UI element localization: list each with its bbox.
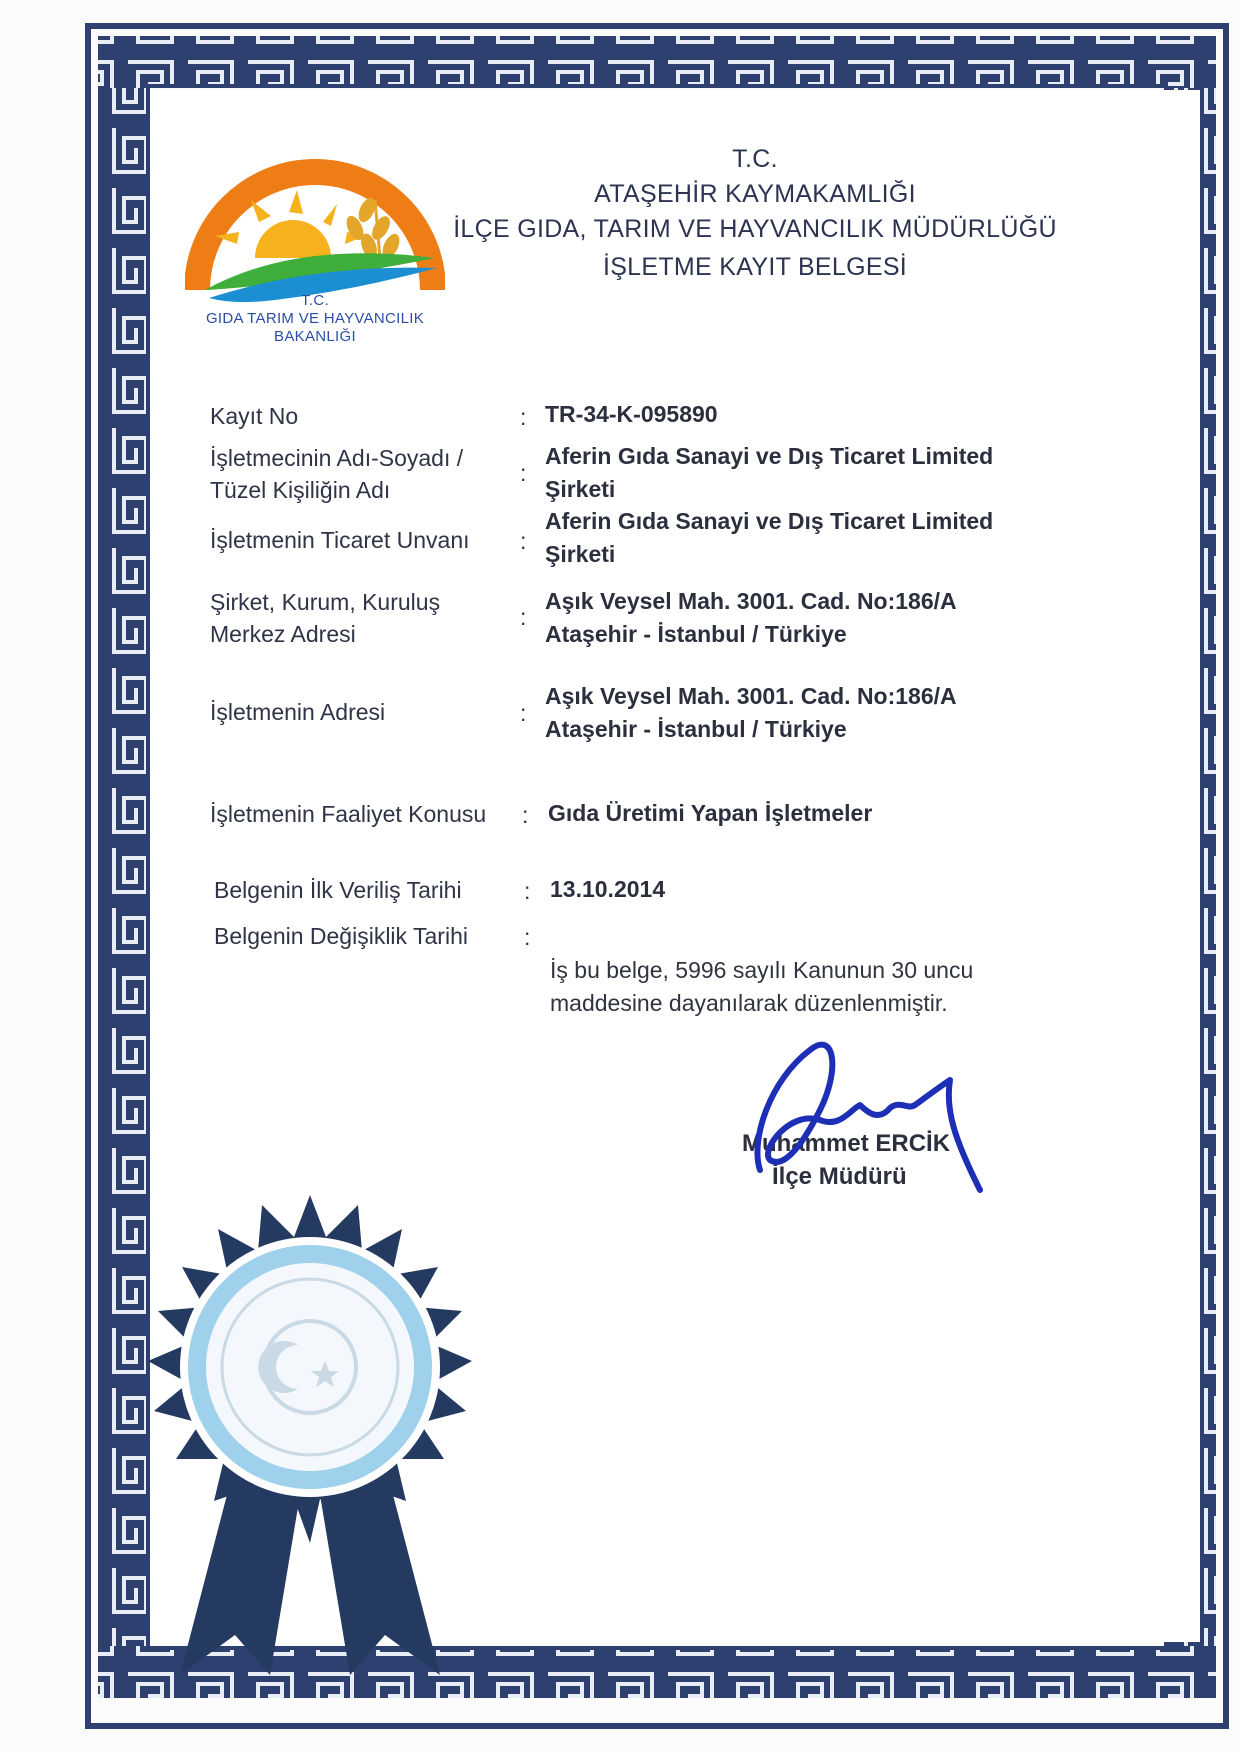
colon: : (520, 604, 527, 630)
isletmeci-value-2: Şirketi (545, 476, 616, 502)
logo-tc-text: T.C. (301, 292, 329, 309)
kayit-no-value: TR-34-K-095890 (545, 401, 718, 427)
merkez-adresi-label-2: Merkez Adresi (210, 621, 356, 647)
logo-ministry-text: GIDA TARIM VE HAYVANCILIK (205, 310, 425, 327)
header-kaymakamlik: ATAŞEHİR KAYMAKAMLIĞI (594, 180, 916, 208)
ticaret-unvani-value-2: Şirketi (545, 541, 616, 567)
degisiklik-label: Belgenin Değişiklik Tarihi (214, 923, 468, 949)
colon: : (520, 460, 527, 486)
isletme-adresi-value-1: Aşık Veysel Mah. 3001. Cad. No:186/A (545, 683, 957, 709)
official-seal-icon (120, 1195, 500, 1675)
header-mudurluk: İLÇE GIDA, TARIM VE HAYVANCILIK MÜDÜRLÜĞÜ (453, 215, 1057, 243)
signatory-title: İlçe Müdürü (772, 1163, 907, 1190)
signatory-name: Muhammet ERCİK (742, 1130, 951, 1157)
colon: : (522, 802, 529, 828)
isletme-adresi-label: İşletmenin Adresi (210, 699, 386, 725)
kayit-no-label: Kayıt No (210, 403, 299, 429)
legal-note: İş bu belge, 5996 sayılı Kanunun 30 uncu maddesine dayanılarak düzenlenmiştir. (550, 957, 974, 1016)
isletmeci-value-1: Aferin Gıda Sanayi ve Dış Ticaret Limited (545, 443, 994, 469)
merkez-adresi-value-1: Aşık Veysel Mah. 3001. Cad. No:186/A (545, 588, 957, 614)
handwritten-signature-icon (740, 1020, 1000, 1220)
header-tc: T.C. (732, 145, 778, 173)
merkez-adresi-label-1: Şirket, Kurum, Kuruluş (210, 589, 441, 615)
faaliyet-value: Gıda Üretimi Yapan İşletmeler (548, 800, 873, 826)
colon: : (520, 528, 527, 554)
logo-ministry-text-2: BAKANLIĞI (274, 328, 356, 345)
colon: : (524, 924, 531, 950)
ilk-verilis-label: Belgenin İlk Veriliş Tarihi (214, 877, 462, 903)
faaliyet-label: İşletmenin Faaliyet Konusu (210, 801, 487, 827)
isletme-adresi-value-2: Ataşehir - İstanbul / Türkiye (545, 716, 847, 742)
ilk-verilis-value: 13.10.2014 (550, 876, 666, 902)
isletmeci-label-2: Tüzel Kişiliğin Adı (210, 477, 391, 503)
ticaret-unvani-label: İşletmenin Ticaret Unvanı (210, 527, 470, 553)
merkez-adresi-value-2: Ataşehir - İstanbul / Türkiye (545, 621, 847, 647)
colon: : (524, 878, 531, 904)
page-title: İŞLETME KAYIT BELGESİ (602, 253, 908, 281)
colon: : (520, 700, 527, 726)
ticaret-unvani-value-1: Aferin Gıda Sanayi ve Dış Ticaret Limited (545, 508, 994, 534)
colon: : (520, 404, 527, 430)
isletmeci-label-1: İşletmecinin Adı-Soyadı / (210, 445, 464, 471)
